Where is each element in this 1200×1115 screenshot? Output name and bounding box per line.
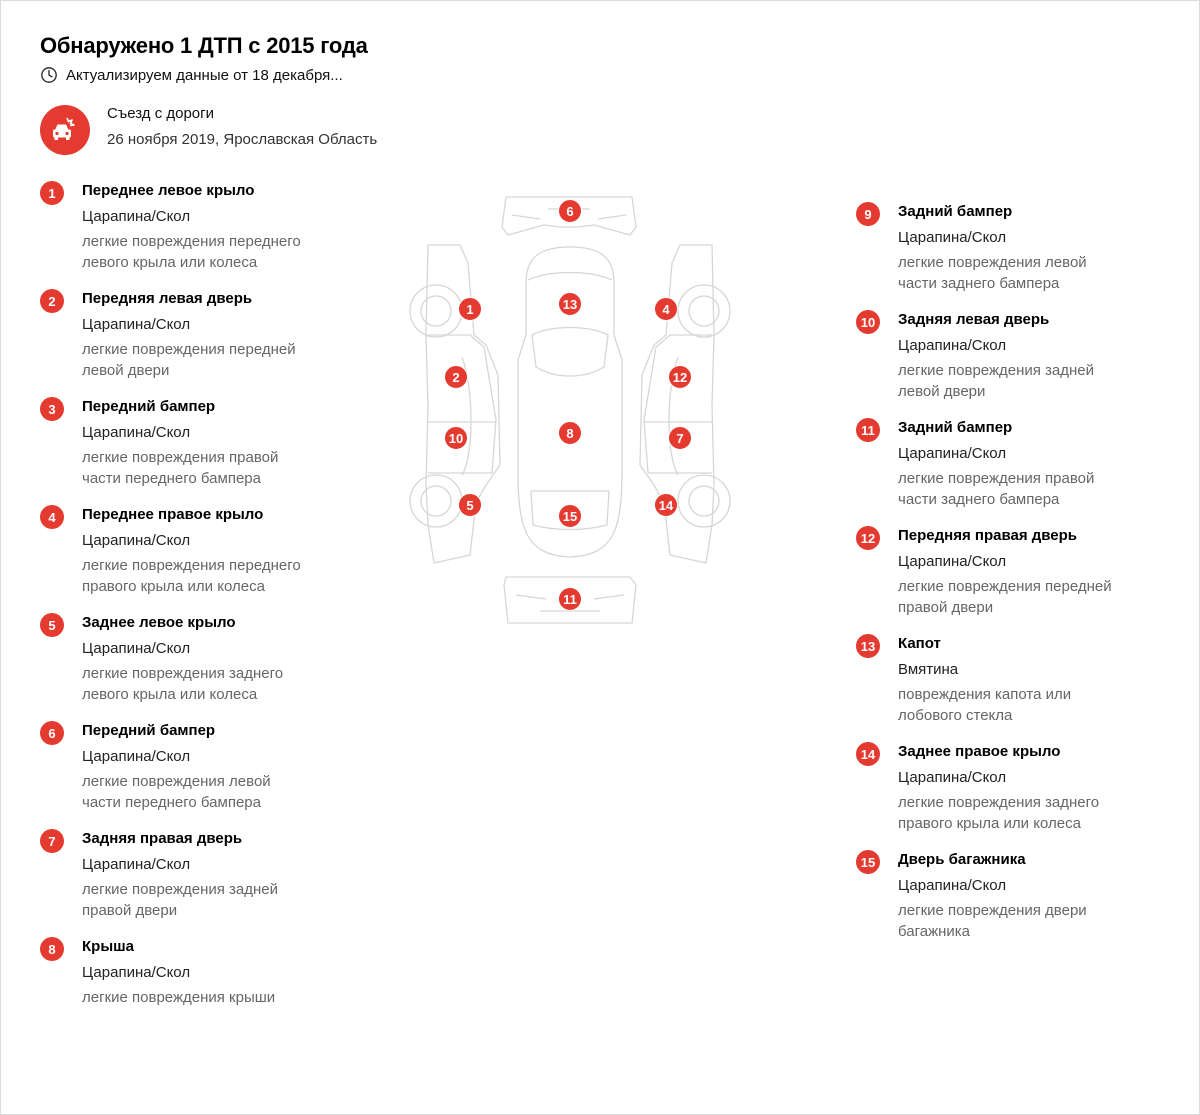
- damage-kind: Царапина/Скол: [898, 553, 1007, 570]
- damage-number-badge: 5: [40, 613, 64, 637]
- damage-part: Переднее левое крыло: [82, 182, 255, 199]
- damage-number-badge: 15: [856, 850, 880, 874]
- damage-marker[interactable]: 7: [668, 426, 692, 450]
- damage-item: [40, 613, 300, 705]
- page-title: Обнаружено 1 ДТП с 2015 года: [40, 33, 368, 58]
- damage-number-badge: 13: [856, 634, 880, 658]
- damage-kind: Вмятина: [898, 661, 959, 678]
- damage-item: [40, 397, 300, 489]
- damage-number-badge: 14: [856, 742, 880, 766]
- damage-part: Передняя правая дверь: [898, 527, 1078, 544]
- damage-description: легкие повреждения левой части переднего бампера: [82, 773, 271, 811]
- damage-kind: Царапина/Скол: [82, 424, 191, 441]
- damage-part: Передняя левая дверь: [82, 290, 253, 307]
- damage-marker[interactable]: 8: [558, 421, 582, 445]
- damage-number-badge: 6: [40, 721, 64, 745]
- damage-marker[interactable]: 11: [558, 587, 582, 611]
- update-text: Актуализируем данные от 18 декабря...: [66, 66, 343, 84]
- damage-number-badge: 7: [40, 829, 64, 853]
- damage-item: [856, 310, 1116, 402]
- damage-item: [40, 289, 300, 381]
- damage-kind: Царапина/Скол: [898, 337, 1007, 354]
- damage-description: легкие повреждения крыши: [82, 989, 276, 1006]
- damage-number-badge: 11: [856, 418, 880, 442]
- damage-description: легкие повреждения переднего правого крыла или колеса: [82, 557, 301, 595]
- clock-icon: [40, 66, 58, 84]
- damage-kind: Царапина/Скол: [898, 445, 1007, 462]
- damage-marker[interactable]: 2: [444, 365, 468, 389]
- damage-marker[interactable]: 12: [668, 365, 692, 389]
- damage-marker[interactable]: 1: [458, 297, 482, 321]
- damage-kind: Царапина/Скол: [82, 748, 191, 765]
- damage-item: [856, 418, 1116, 510]
- damage-description: легкие повреждения заднего правого крыла или колеса: [898, 794, 1100, 832]
- damage-marker[interactable]: 13: [558, 292, 582, 316]
- damage-description: легкие повреждения правой части переднего бампера: [82, 449, 279, 487]
- damage-item: [40, 505, 300, 597]
- damage-description: легкие повреждения переднего левого крыла или колеса: [82, 233, 301, 271]
- damage-part: Заднее левое крыло: [82, 614, 236, 631]
- damage-number-badge: 8: [40, 937, 64, 961]
- damage-marker[interactable]: 6: [558, 199, 582, 223]
- damage-item: [40, 181, 300, 273]
- damage-item: [856, 634, 1116, 726]
- damage-part: Переднее правое крыло: [82, 506, 264, 523]
- damage-part: Передний бампер: [82, 398, 216, 415]
- damage-item: [856, 850, 1116, 942]
- damage-item: [40, 829, 300, 921]
- damage-kind: Царапина/Скол: [82, 964, 191, 981]
- damage-kind: Царапина/Скол: [898, 769, 1007, 786]
- damage-part: Капот: [898, 635, 941, 652]
- damage-number-badge: 3: [40, 397, 64, 421]
- damage-part: Заднее правое крыло: [898, 743, 1061, 760]
- damage-kind: Царапина/Скол: [898, 229, 1007, 246]
- damage-marker[interactable]: 10: [444, 426, 468, 450]
- damage-list-left: [40, 180, 300, 1024]
- damage-description: легкие повреждения задней левой двери: [898, 362, 1095, 400]
- damage-part: Задний бампер: [898, 419, 1013, 436]
- car-outline-icon: [400, 185, 740, 635]
- damage-part: Дверь багажника: [898, 851, 1026, 868]
- car-damage-diagram: [400, 185, 740, 635]
- damage-kind: Царапина/Скол: [82, 856, 191, 873]
- update-status: [40, 66, 343, 84]
- damage-number-badge: 9: [856, 202, 880, 226]
- damage-number-badge: 12: [856, 526, 880, 550]
- damage-list-right: [856, 201, 1116, 958]
- accident-date-place: 26 ноября 2019, Ярославская Область: [107, 131, 378, 148]
- damage-description: легкие повреждения передней правой двери: [898, 578, 1112, 616]
- damage-marker[interactable]: 4: [654, 297, 678, 321]
- damage-item: [40, 721, 300, 813]
- damage-kind: Царапина/Скол: [82, 316, 191, 333]
- damage-number-badge: 4: [40, 505, 64, 529]
- damage-part: Крыша: [82, 938, 134, 955]
- damage-marker[interactable]: 15: [558, 504, 582, 528]
- damage-kind: Царапина/Скол: [82, 208, 191, 225]
- damage-part: Задний бампер: [898, 203, 1013, 220]
- damage-kind: Царапина/Скол: [82, 532, 191, 549]
- damage-description: легкие повреждения левой части заднего бампера: [898, 254, 1087, 292]
- damage-description: легкие повреждения правой части заднего бампера: [898, 470, 1095, 508]
- damage-description: повреждения капота или лобового стекла: [898, 686, 1072, 724]
- damage-item: [40, 937, 300, 1008]
- damage-part: Задняя левая дверь: [898, 311, 1050, 328]
- damage-number-badge: 10: [856, 310, 880, 334]
- damage-number-badge: 2: [40, 289, 64, 313]
- accident-type: Съезд с дороги: [107, 105, 214, 122]
- damage-description: легкие повреждения двери багажника: [898, 902, 1087, 940]
- damage-item: [856, 526, 1116, 618]
- damage-item: [856, 202, 1116, 294]
- damage-marker[interactable]: 14: [654, 493, 678, 517]
- car-crash-icon: [40, 105, 90, 155]
- damage-kind: Царапина/Скол: [82, 640, 191, 657]
- damage-description: легкие повреждения задней правой двери: [82, 881, 279, 919]
- damage-part: Передний бампер: [82, 722, 216, 739]
- damage-description: легкие повреждения передней левой двери: [82, 341, 296, 379]
- damage-part: Задняя правая дверь: [82, 830, 243, 847]
- damage-item: [856, 742, 1116, 834]
- damage-kind: Царапина/Скол: [898, 877, 1007, 894]
- damage-number-badge: 1: [40, 181, 64, 205]
- damage-marker[interactable]: 5: [458, 493, 482, 517]
- damage-description: легкие повреждения заднего левого крыла или колеса: [82, 665, 284, 703]
